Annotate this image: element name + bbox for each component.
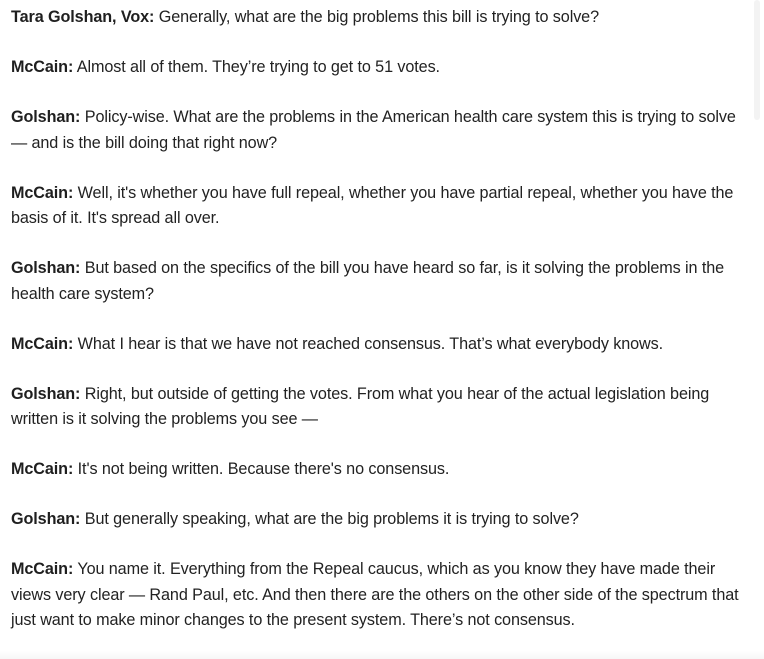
speaker-name: McCain: xyxy=(11,183,74,202)
quote-text: Almost all of them. They’re trying to get to 51 votes. xyxy=(73,58,440,76)
qa-paragraph xyxy=(11,55,739,81)
qa-paragraph xyxy=(11,105,739,156)
speaker-name: McCain: xyxy=(11,560,74,578)
quote-text: But generally speaking, what are the big problems it is trying to solve? xyxy=(80,510,579,528)
quote-text: Generally, what are the big problems this bill is trying to solve? xyxy=(154,8,599,26)
vertical-scrollbar[interactable] xyxy=(750,0,764,659)
speaker-name: Tara Golshan, Vox: xyxy=(11,8,155,26)
qa-paragraph xyxy=(11,382,739,433)
interview-transcript xyxy=(11,5,739,658)
speaker-name: Golshan: xyxy=(11,259,81,277)
scrollbar-thumb[interactable] xyxy=(754,0,760,120)
speaker-name: McCain: xyxy=(11,334,74,353)
speaker-name: Golshan: xyxy=(11,108,81,126)
qa-paragraph xyxy=(11,507,739,533)
qa-paragraph xyxy=(11,256,739,307)
qa-paragraph xyxy=(11,457,739,483)
bottom-edge-fade xyxy=(0,651,764,659)
quote-text: It's not being written. Because there's no consensus. xyxy=(73,460,450,478)
quote-text: Well, it's whether you have full repeal, whether you have partial repeal, whether you have the basis of it. It's spread all over. xyxy=(11,183,734,227)
speaker-name: Golshan: xyxy=(11,384,81,403)
qa-paragraph xyxy=(11,332,739,358)
quote-text: Right, but outside of getting the votes. From what you hear of the actual legislation being written is it solving the problems you see — xyxy=(11,384,710,428)
qa-paragraph xyxy=(11,5,739,31)
quote-text: But based on the specifics of the bill you have heard so far, is it solving the problems in the health care system? xyxy=(11,259,725,303)
speaker-name: McCain: xyxy=(11,460,74,478)
speaker-name: Golshan: xyxy=(11,510,81,528)
quote-text: You name it. Everything from the Repeal caucus, which as you know they have made their views very clear — Rand Paul, etc. And then there are the others on the other side of the spectrum that just want to make minor changes to the present system. There’s not consensus. xyxy=(11,560,739,629)
speaker-name: McCain: xyxy=(11,58,74,76)
qa-paragraph xyxy=(11,557,739,634)
qa-paragraph xyxy=(11,181,739,232)
quote-text: What I hear is that we have not reached consensus. That’s what everybody knows. xyxy=(73,334,664,353)
quote-text: Policy-wise. What are the problems in the American health care system this is trying to solve — and is the bill doing that right now? xyxy=(11,108,736,152)
